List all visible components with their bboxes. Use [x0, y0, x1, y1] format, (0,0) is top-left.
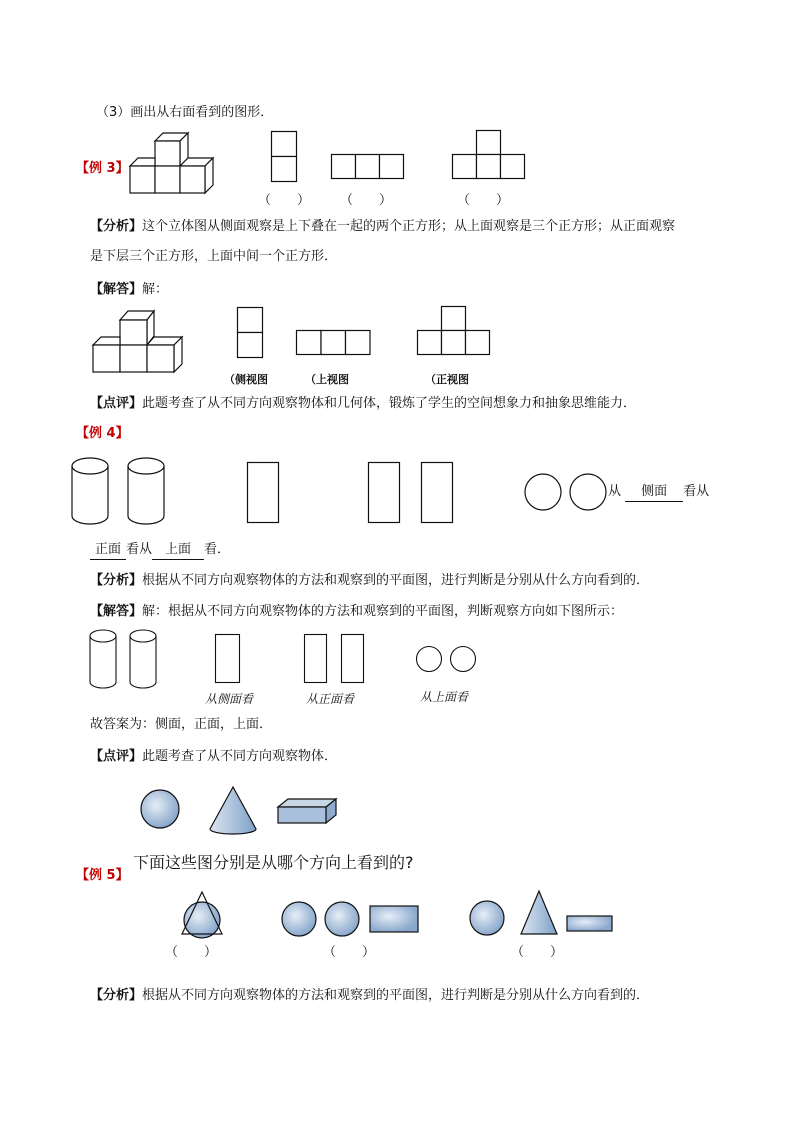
ex3-analysis-line2: 是下层三个正方形，上面中间一个正方形． — [90, 249, 338, 264]
ex4-analysis-text: 根据从不同方向观察物体的方法和观察到的平面图，进行判断是分别从什么方向看到的． — [142, 573, 650, 588]
ex3-label-front: （正视图 — [425, 373, 469, 386]
ex4-cap-top: 从上面看 — [420, 690, 469, 704]
ex4-q-side-rect — [247, 462, 279, 524]
ex3-paren-2: （ ） — [340, 193, 393, 208]
ex5-tag: 【例 5】 — [76, 868, 129, 883]
ex3-analysis-tag: 【分析】 — [90, 219, 143, 234]
ex5-analysis-line — [90, 987, 649, 1005]
ex5-question: 下面这些图分别是从哪个方向上看到的? — [133, 853, 414, 872]
ex3-comment-tag: 【点评】 — [90, 396, 143, 411]
ex4-comment-tag: 【点评】 — [90, 749, 143, 764]
ex4-cap-front: 从正面看 — [306, 692, 355, 706]
ex3-label-side: （侧视图 — [224, 373, 268, 386]
ex5-solids — [138, 785, 338, 837]
ex4-analysis-tag: 【分析】 — [90, 573, 143, 588]
ex5-view-3 — [468, 888, 616, 938]
ex4-a-cylinders — [88, 628, 162, 692]
ex3-analysis-text1: 这个立体图从侧面观察是上下叠在一起的两个正方形；从上面观察是三个正方形；从正面观察 — [142, 219, 676, 234]
ex3-q-front-view — [452, 130, 528, 180]
ex3-intro: （3）画出从右面看到的图形． — [96, 105, 274, 120]
ex4-comment-text: 此题考查了从不同方向观察物体． — [142, 749, 338, 764]
ex4-see-2: 看从 — [126, 542, 153, 557]
ex3-a-side-view — [237, 307, 263, 359]
ex3-comment-line — [90, 395, 636, 413]
ex4-blank-top: 上面 — [152, 541, 204, 560]
ex4-a-side-rect — [215, 634, 241, 684]
ex3-answer-text: 解： — [142, 282, 169, 297]
ex4-see-1: 看从 — [683, 484, 710, 499]
ex4-cylinders — [70, 456, 170, 528]
ex3-comment-text: 此题考查了从不同方向观察物体和几何体，锻炼了学生的空间想象力和抽象思维能力． — [142, 396, 637, 411]
ex3-paren-1: （ ） — [258, 193, 311, 208]
ex4-tag: 【例 4】 — [76, 426, 129, 441]
ex4-a-top-circles — [416, 645, 480, 675]
ex3-answer-cube-figure — [92, 308, 187, 376]
ex3-answer-line — [90, 281, 168, 299]
ex4-final-answer: 故答案为：侧面，正面，上面． — [90, 717, 273, 732]
ex4-a-front-rects — [304, 634, 366, 684]
ex5-paren-2: （ ） — [323, 945, 376, 960]
ex3-q-side-view — [271, 131, 297, 183]
ex4-q-top-circles — [524, 473, 610, 513]
ex3-a-top-view — [296, 330, 372, 356]
ex3-cube-figure — [125, 133, 220, 201]
ex4-analysis-line — [90, 572, 649, 590]
ex4-see-3: 看． — [204, 542, 231, 557]
ex5-analysis-tag: 【分析】 — [90, 988, 143, 1003]
ex3-paren-3: （ ） — [457, 193, 510, 208]
ex3-a-front-view — [417, 306, 493, 356]
ex4-question-line1 — [608, 483, 709, 502]
ex5-paren-1: （ ） — [165, 945, 218, 960]
ex5-paren-3: （ ） — [511, 945, 564, 960]
ex3-answer-tag: 【解答】 — [90, 282, 143, 297]
ex3-q-top-view — [331, 154, 405, 180]
ex4-q-front-rects — [368, 462, 456, 524]
ex4-answer-text: 解：根据从不同方向观察物体的方法和观察到的平面图，判断观察方向如下图所示： — [142, 604, 624, 619]
ex4-cap-side: 从侧面看 — [205, 692, 254, 706]
ex3-analysis-line1 — [90, 218, 675, 236]
ex4-from-1: 从 — [608, 484, 622, 499]
ex5-view-1 — [178, 886, 226, 940]
ex3-label-top: （上视图 — [305, 373, 349, 386]
ex4-answer-line — [90, 603, 623, 621]
ex4-comment-line — [90, 748, 337, 766]
ex5-analysis-text: 根据从不同方向观察物体的方法和观察到的平面图，进行判断是分别从什么方向看到的． — [142, 988, 650, 1003]
ex5-view-2 — [280, 900, 420, 940]
ex4-blank-side: 侧面 — [625, 483, 683, 502]
ex4-answer-tag: 【解答】 — [90, 604, 143, 619]
ex4-question-line2 — [90, 541, 230, 560]
ex4-blank-front: 正面 — [90, 541, 126, 560]
ex3-tag: 【例 3】 — [76, 161, 129, 176]
